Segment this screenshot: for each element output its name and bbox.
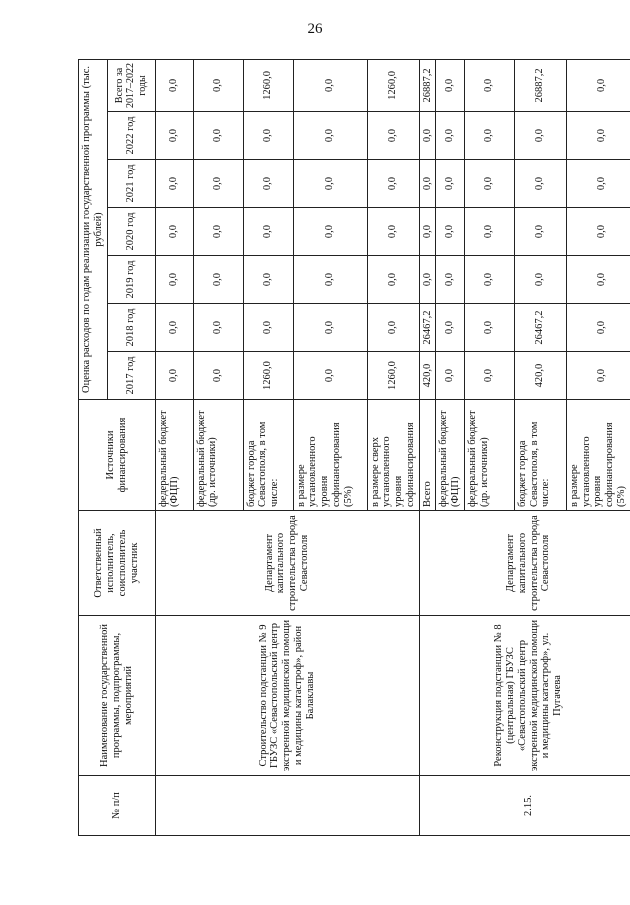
table-row [419, 59, 436, 835]
header-year: 2018 год [107, 304, 155, 352]
value-cell: 1260,0 [367, 352, 419, 400]
value-cell: 0,0 [243, 160, 293, 208]
funding-source: в размере установленного уровня софинансирования (5%) [566, 400, 630, 511]
funding-source: федеральный бюджет (ФЦП) [436, 400, 465, 511]
header-year: 2019 год [107, 256, 155, 304]
value-cell: 26887,2 [514, 59, 566, 111]
value-cell: 0,0 [566, 160, 630, 208]
funding-source: федеральный бюджет (др. источники) [193, 400, 243, 511]
value-cell: 0,0 [436, 208, 465, 256]
value-cell: 0,0 [514, 160, 566, 208]
value-cell: 0,0 [155, 208, 193, 256]
table-row [155, 59, 193, 835]
page-number: 26 [307, 21, 323, 37]
value-cell: 0,0 [514, 256, 566, 304]
value-cell: 0,0 [436, 352, 465, 400]
value-cell: 0,0 [155, 160, 193, 208]
funding-source: в размере установленного уровня софинансирования (5%) [293, 400, 367, 511]
value-cell: 0,0 [566, 112, 630, 160]
value-cell: 0,0 [293, 59, 367, 111]
value-cell: 0,0 [155, 112, 193, 160]
value-cell: 0,0 [419, 208, 436, 256]
value-cell: 0,0 [293, 208, 367, 256]
value-cell: 0,0 [436, 304, 465, 352]
funding-source: Всего [419, 400, 436, 511]
value-cell: 0,0 [193, 208, 243, 256]
value-cell: 0,0 [155, 304, 193, 352]
value-cell: 0,0 [566, 256, 630, 304]
value-cell: 0,0 [193, 160, 243, 208]
funding-source: в размере сверх установленного уровня софинансирования [367, 400, 419, 511]
value-cell: 0,0 [419, 256, 436, 304]
value-cell: 0,0 [436, 160, 465, 208]
value-cell: 26467,2 [514, 304, 566, 352]
value-cell: 0,0 [464, 304, 514, 352]
value-cell: 0,0 [243, 208, 293, 256]
header-year: 2021 год [107, 160, 155, 208]
value-cell: 0,0 [367, 256, 419, 304]
value-cell: 0,0 [193, 59, 243, 111]
value-cell: 1260,0 [243, 59, 293, 111]
measure-name: Реконструкция подстанции № 8 (центральная) ГБУЗС «Севастопольский центр экстренной медицинской помощи и медицины катастроф», ул. Пугачева [419, 616, 630, 776]
value-cell: 0,0 [419, 160, 436, 208]
rotated-table-container [78, 62, 627, 836]
value-cell: 0,0 [464, 160, 514, 208]
value-cell: 0,0 [514, 208, 566, 256]
funding-source: федеральный бюджет (ФЦП) [155, 400, 193, 511]
header-num: № п/п [79, 776, 156, 836]
value-cell: 420,0 [514, 352, 566, 400]
value-cell: 0,0 [436, 112, 465, 160]
value-cell: 0,0 [464, 208, 514, 256]
value-cell: 0,0 [293, 256, 367, 304]
expenditure-table [78, 59, 630, 836]
value-cell: 26467,2 [419, 304, 436, 352]
value-cell: 0,0 [193, 352, 243, 400]
value-cell: 0,0 [193, 256, 243, 304]
header-executor: Ответственный исполнитель, соисполнитель участник [79, 511, 156, 616]
value-cell: 0,0 [243, 256, 293, 304]
value-cell: 0,0 [464, 112, 514, 160]
executor: Департамент капитального строительства города Севастополя [155, 511, 419, 616]
header-expenditure-group: Оценка расходов по годам реализации государственной программы (тыс. рублей) [79, 59, 108, 399]
value-cell: 0,0 [419, 112, 436, 160]
value-cell: 0,0 [464, 352, 514, 400]
item-number [155, 776, 419, 836]
value-cell: 0,0 [243, 304, 293, 352]
value-cell: 0,0 [367, 208, 419, 256]
value-cell: 0,0 [566, 208, 630, 256]
value-cell: 26887,2 [419, 59, 436, 111]
value-cell: 0,0 [566, 59, 630, 111]
funding-source: федеральный бюджет (др. источники) [464, 400, 514, 511]
value-cell: 1260,0 [243, 352, 293, 400]
header-year: 2022 год [107, 112, 155, 160]
header-total: Всего за 2017–2022 годы [107, 59, 155, 111]
value-cell: 0,0 [566, 304, 630, 352]
header-name: Наименование государственной программы, подпрограммы, мероприятий [79, 616, 156, 776]
header-source: Источники финансирования [79, 400, 156, 511]
value-cell: 0,0 [367, 304, 419, 352]
value-cell: 0,0 [193, 112, 243, 160]
executor: Департамент капитального строительства города Севастополя [419, 511, 630, 616]
value-cell: 0,0 [293, 112, 367, 160]
value-cell: 0,0 [464, 256, 514, 304]
measure-name: Строительство подстанции № 9 ГБУЗС «Севастопольский центр экстренной медицинской помощи и медицины катастроф», район Балаклавы [155, 616, 419, 776]
value-cell: 0,0 [155, 256, 193, 304]
value-cell: 0,0 [367, 112, 419, 160]
value-cell: 1260,0 [367, 59, 419, 111]
header-year: 2017 год [107, 352, 155, 400]
value-cell: 0,0 [243, 112, 293, 160]
value-cell: 0,0 [293, 352, 367, 400]
value-cell: 0,0 [436, 59, 465, 111]
value-cell: 0,0 [155, 352, 193, 400]
value-cell: 0,0 [155, 59, 193, 111]
value-cell: 420,0 [419, 352, 436, 400]
value-cell: 0,0 [293, 160, 367, 208]
value-cell: 0,0 [464, 59, 514, 111]
value-cell: 0,0 [367, 160, 419, 208]
value-cell: 0,0 [566, 352, 630, 400]
item-number: 2.15. [419, 776, 630, 836]
funding-source: бюджет города Севастополя, в том числе: [514, 400, 566, 511]
value-cell: 0,0 [193, 304, 243, 352]
value-cell: 0,0 [436, 256, 465, 304]
funding-source: бюджет города Севастополя, в том числе: [243, 400, 293, 511]
value-cell: 0,0 [514, 112, 566, 160]
value-cell: 0,0 [293, 304, 367, 352]
header-year: 2020 год [107, 208, 155, 256]
